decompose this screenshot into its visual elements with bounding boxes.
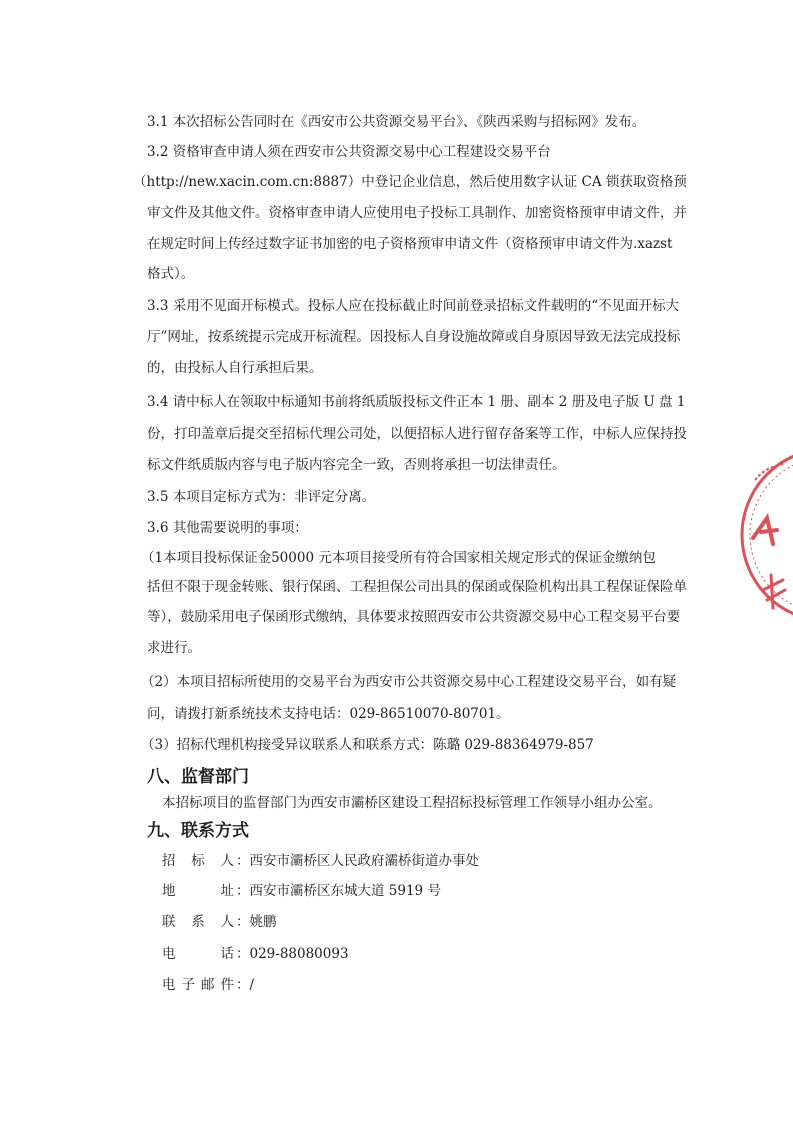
section-9-title: 九、联系方式 (147, 821, 249, 841)
contact-value: 姚鹏 (249, 914, 277, 930)
para-3-3-line2: 厅”网址，按系统提示完成开标流程。因投标人自身设施故障或自身原因导致无法完成投标 (147, 329, 681, 345)
contact-colon: ： (236, 853, 250, 869)
item-3: （3）招标代理机构接受异议联系人和联系方式：陈璐 029-88364979-857 (141, 737, 594, 753)
item-1-line1: （1本项目投标保证金50000 元本项目接受所有符合国家相关规定形式的保证金缴纳包 (141, 550, 656, 566)
contact-value: 029-88080093 (249, 946, 349, 962)
item-1-line3: 等），鼓励采用电子保函形式缴纳，具体要求按照西安市公共资源交易中心工程交易平台要 (147, 609, 681, 625)
contact-row-person (162, 912, 277, 932)
para-3-2-line3: 审文件及其他文件。资格审查申请人应使用电子投标工具制作、加密资格预审申请文件，并 (147, 205, 687, 221)
para-3-3-line3: 的，由投标人自行承担后果。 (147, 360, 323, 376)
contact-value: / (249, 977, 255, 993)
section-8-text: 本招标项目的监督部门为西安市灞桥区建设工程招标投标管理工作领导小组办公室。 (162, 795, 662, 811)
contact-row-address (162, 881, 441, 901)
contact-value: 西安市灞桥区人民政府灞桥街道办事处 (249, 853, 479, 869)
contact-colon: ： (236, 883, 250, 899)
contact-label: 电子邮件 (162, 977, 234, 993)
contact-row-email (162, 975, 254, 995)
item-2-line1: （2）本项目招标所使用的交易平台为西安市公共资源交易中心工程建设交易平台，如有疑 (141, 674, 677, 690)
company-seal-stamp (733, 440, 793, 630)
para-3-4-line2: 份，打印盖章后提交至招标代理公司处，以便招标人进行留存备案等工作，中标人应保持投 (147, 426, 687, 442)
contact-colon: ： (236, 946, 250, 962)
para-3-2-line5: 格式）。 (147, 266, 195, 282)
contact-label: 联 系 人 (162, 914, 234, 930)
contact-colon: ： (236, 977, 250, 993)
para-3-4-line1: 3.4 请中标人在领取中标通知书前将纸质版投标文件正本 1 册、副本 2 册及电子版 U 盘 1 (147, 394, 686, 410)
contact-colon: ： (236, 914, 250, 930)
contact-row-tenderer (162, 851, 479, 871)
seal-graphic (733, 440, 793, 630)
para-3-2-line1: 3.2 资格审查申请人须在西安市公共资源交易中心工程建设交易平台 (147, 144, 551, 160)
item-1-line2: 括但不限于现金转账、银行保函、工程担保公司出具的保函或保险机构出具工程保证保险单 (147, 579, 687, 595)
para-3-6: 3.6 其他需要说明的事项： (147, 520, 308, 536)
section-8-title: 八、监督部门 (147, 767, 249, 787)
para-3-4-line3: 标文件纸质版内容与电子版内容完全一致，否则将承担一切法律责任。 (147, 457, 566, 473)
para-3-2-line4: 在规定时间上传经过数字证书加密的电子资格预审申请文件（资格预审申请文件为.xazst (147, 236, 673, 252)
item-2-line2: 问，请拨打新系统技术支持电话：029-86510070-80701。 (147, 706, 510, 722)
para-3-3-line1: 3.3 采用不见面开标模式。投标人应在投标截止时间前登录招标文件载明的“不见面开标大 (147, 298, 680, 314)
contact-value: 西安市灞桥区东城大道 5919 号 (249, 883, 441, 899)
para-3-2-line2: （http://new.xacin.com.cn:8887）中登记企业信息，然后使用数字认证 CA 锁获取资格预 (133, 174, 687, 190)
contact-label: 招 标 人 (162, 853, 234, 869)
contact-row-phone (162, 944, 349, 964)
para-3-5: 3.5 本项目定标方式为：非评定分离。 (147, 489, 376, 505)
contact-label: 电 话 (162, 946, 234, 962)
item-1-line4: 求进行。 (147, 640, 201, 656)
contact-label: 地 址 (162, 883, 234, 899)
para-3-1: 3.1 本次招标公告同时在《西安市公共资源交易平台》、《陕西采购与招标网》发布。 (147, 114, 646, 130)
